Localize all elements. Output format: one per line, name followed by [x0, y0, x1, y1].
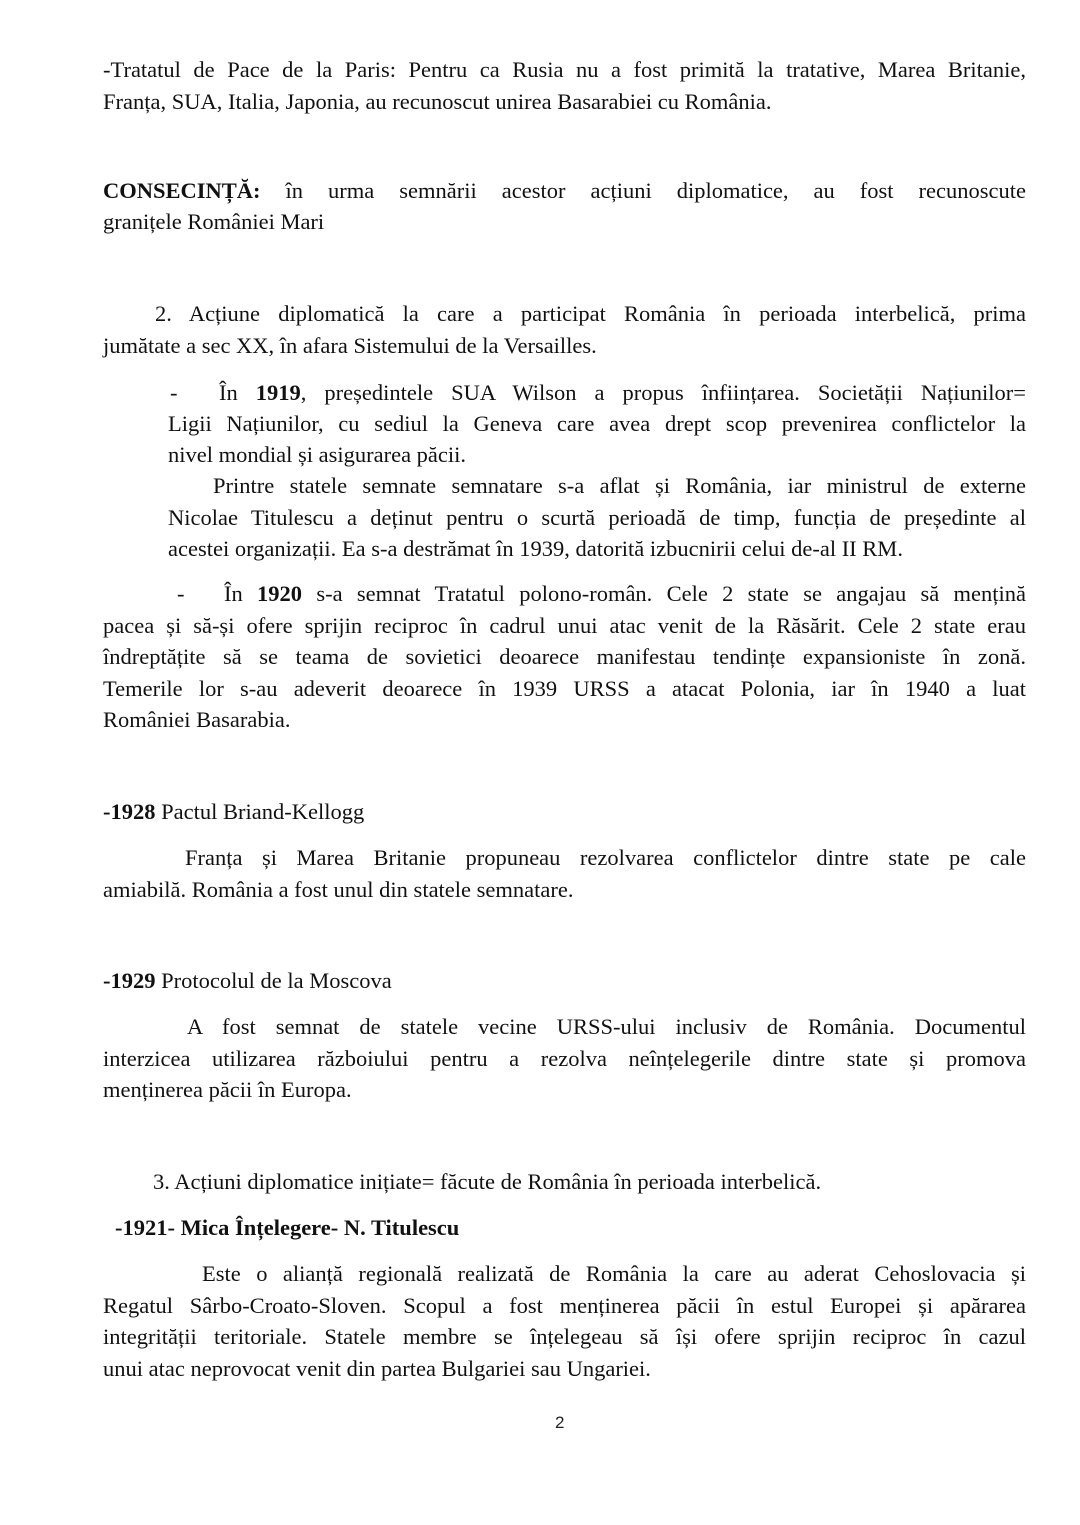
text-line: amiabilă. România a fost unul din statele semnatare. [103, 877, 574, 902]
year-1919: 1919 [255, 380, 301, 405]
text-line: acestei organizații. Ea s-a destrămat în 1939, datorită izbucnirii celui de-al II RM. [168, 536, 903, 561]
text-line: -Tratatul de Pace de la Paris: Pentru ca Rusia nu a fost primită la tratative, Marea Britanie, [103, 57, 1026, 82]
text-line: integrității teritoriale. Statele membre se înțelegeau să își ofere sprijin reciproc în cazul [103, 1324, 1026, 1349]
little-entente-title: -1921- Mica Înțelegere- N. Titulescu [115, 1215, 460, 1240]
text-line: României Basarabia. [103, 707, 291, 732]
text-line [103, 175, 1026, 207]
text-line: Este o alianță regională realizată de România la care au aderat Cehoslovacia și [202, 1261, 1026, 1286]
text-line: Nicolae Titulescu a deținut pentru o scurtă perioadă de timp, funcția de președinte al [168, 505, 1026, 530]
text-span: Pactul Briand-Kellogg [155, 799, 365, 824]
text-line: 2. Acțiune diplomatică la care a participat România în perioada interbelică, prima [155, 301, 1026, 326]
bullet-dash: - [177, 581, 185, 606]
text-line: Franța și Marea Britanie propuneau rezolvarea conflictelor dintre state pe cale [185, 845, 1026, 870]
text-line: pacea și să-și ofere sprijin reciproc în cadrul unui atac venit de la Răsărit. Cele 2 state erau [103, 613, 1026, 638]
text-line: îndreptățite să se teama de sovietici deoarece manifestau tendințe expansioniste în zonă. [103, 644, 1026, 669]
year-1929: -1929 [103, 968, 156, 993]
section-3-heading: 3. Acțiuni diplomatice inițiate= făcute de România în perioada interbelică. [153, 1169, 822, 1194]
text-span: În [219, 380, 256, 405]
consequence-label: CONSECINȚĂ: [103, 178, 261, 203]
text-line: Ligii Națiunilor, cu sediul la Geneva care avea drept scop prevenirea conflictelor la [168, 411, 1026, 436]
text-span: În [224, 581, 258, 606]
year-1920: 1920 [257, 581, 303, 606]
text-span: s-a semnat Tratatul polono-român. Cele 2 state se angajau să mențină [302, 581, 1027, 606]
text-line [224, 578, 1026, 610]
text-line: jumătate a sec XX, în afara Sistemului de la Versailles. [103, 333, 597, 358]
text-line: Franța, SUA, Italia, Japonia, au recunoscut unirea Basarabiei cu România. [103, 89, 772, 114]
text-line: interzicea utilizarea războiului pentru a rezolva neînțelegerile dintre state și promova [103, 1046, 1026, 1071]
text-line [219, 377, 1026, 409]
text-line: menținerea păcii în Europa. [103, 1077, 352, 1102]
text-line: nivel mondial și asigurarea păcii. [168, 442, 467, 467]
text-line: unui atac neprovocat venit din partea Bulgariei sau Ungariei. [103, 1356, 651, 1381]
text-line: Printre statele semnate semnatare s-a aflat și România, iar ministrul de externe [213, 473, 1026, 498]
text-line: A fost semnat de statele vecine URSS-ului inclusiv de România. Documentul [187, 1014, 1026, 1039]
page-number: 2 [555, 1413, 565, 1432]
text-span: în urma semnării acestor acțiuni diplomatice, au fost recunoscute [260, 178, 1026, 203]
text-line: Temerile lor s-au adeverit deoarece în 1939 URSS a atacat Polonia, iar în 1940 a luat [103, 676, 1026, 701]
year-1928: -1928 [103, 799, 156, 824]
section-title [103, 965, 392, 997]
text-line: Regatul Sârbo-Croato-Sloven. Scopul a fost menținerea păcii în estul Europei și apărarea [103, 1293, 1026, 1318]
text-span: Protocolul de la Moscova [155, 968, 392, 993]
bullet-dash: - [170, 380, 178, 405]
text-span: , președintele SUA Wilson a propus înființarea. Societății Națiunilor= [300, 380, 1026, 405]
section-title [103, 796, 364, 828]
text-line: granițele României Mari [103, 209, 325, 234]
